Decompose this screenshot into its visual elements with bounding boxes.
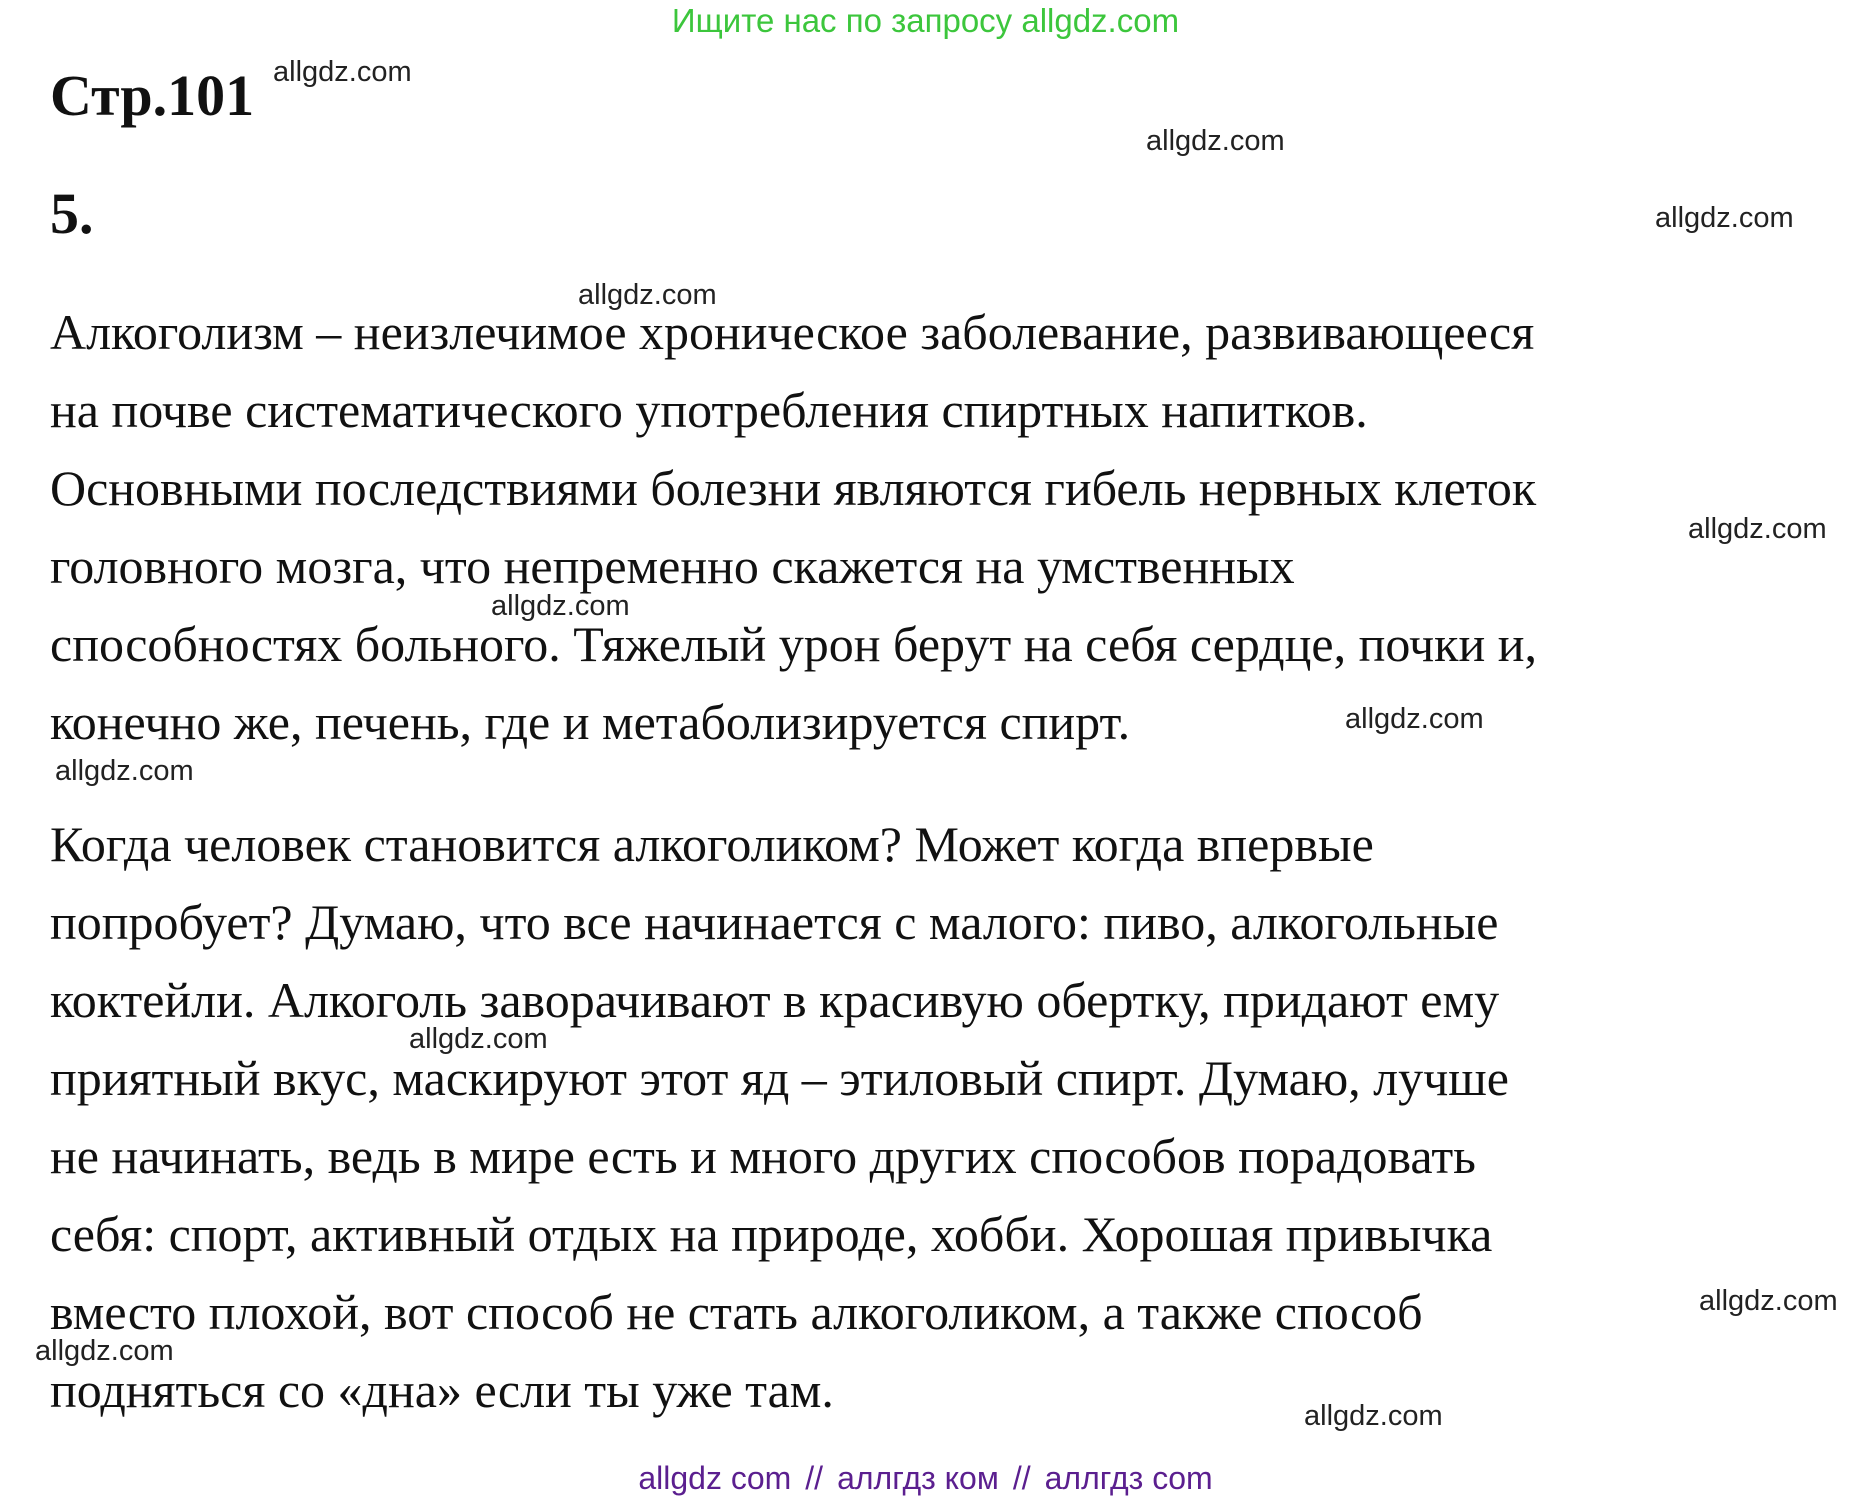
watermark: allgdz.com — [491, 590, 630, 622]
watermark: allgdz.com — [273, 56, 412, 88]
text-line: коктейли. Алкоголь заворачивают в красивую обертку, придают ему — [50, 972, 1500, 1028]
text-line: на почве систематического употребления спиртных напитков. — [50, 382, 1368, 438]
watermark: allgdz.com — [1304, 1400, 1443, 1432]
watermark: allgdz.com — [1699, 1285, 1838, 1317]
watermark: allgdz.com — [1345, 703, 1484, 735]
footer-links — [0, 1460, 1851, 1497]
text-line: не начинать, ведь в мире есть и много других способов порадовать — [50, 1128, 1476, 1184]
top-banner: Ищите нас по запросу allgdz.com — [671, 2, 1180, 39]
text-line: головного мозга, что непременно скажется на умственных — [50, 538, 1295, 594]
text-line: себя: спорт, активный отдых на природе, хобби. Хорошая привычка — [50, 1206, 1493, 1262]
watermark: allgdz.com — [1688, 513, 1827, 545]
text-line: приятный вкус, маскируют этот яд – этиловый спирт. Думаю, лучше — [50, 1050, 1509, 1106]
watermark: allgdz.com — [1146, 125, 1285, 157]
footer-link[interactable]: аллгдз com — [1044, 1460, 1213, 1496]
text-line: способностях больного. Тяжелый урон берут на себя сердце, почки и, — [50, 616, 1537, 672]
text-line: подняться со «дна» если ты уже там. — [50, 1362, 834, 1418]
watermark: allgdz.com — [578, 279, 717, 311]
watermark: allgdz.com — [55, 755, 194, 787]
text-line: Основными последствиями болезни являются гибель нервных клеток — [50, 460, 1537, 516]
footer-link[interactable]: аллгдз ком — [837, 1460, 999, 1496]
footer-link[interactable]: allgdz com — [638, 1460, 792, 1496]
watermark: allgdz.com — [1655, 202, 1794, 234]
text-line: конечно же, печень, где и метаболизируется спирт. — [50, 694, 1131, 750]
watermark: allgdz.com — [409, 1023, 548, 1055]
watermark: allgdz.com — [35, 1335, 174, 1367]
text-line: Алкоголизм – неизлечимое хроническое заболевание, развивающееся — [50, 304, 1535, 360]
page-title: Стр.101 — [50, 63, 255, 128]
text-line: попробует? Думаю, что все начинается с малого: пиво, алкогольные — [50, 894, 1499, 950]
text-line: вместо плохой, вот способ не стать алкоголиком, а также способ — [50, 1284, 1423, 1340]
footer-separator: // — [1012, 1460, 1031, 1496]
task-number: 5. — [50, 181, 94, 246]
footer-separator: // — [805, 1460, 824, 1496]
text-line: Когда человек становится алкоголиком? Может когда впервые — [50, 816, 1374, 872]
